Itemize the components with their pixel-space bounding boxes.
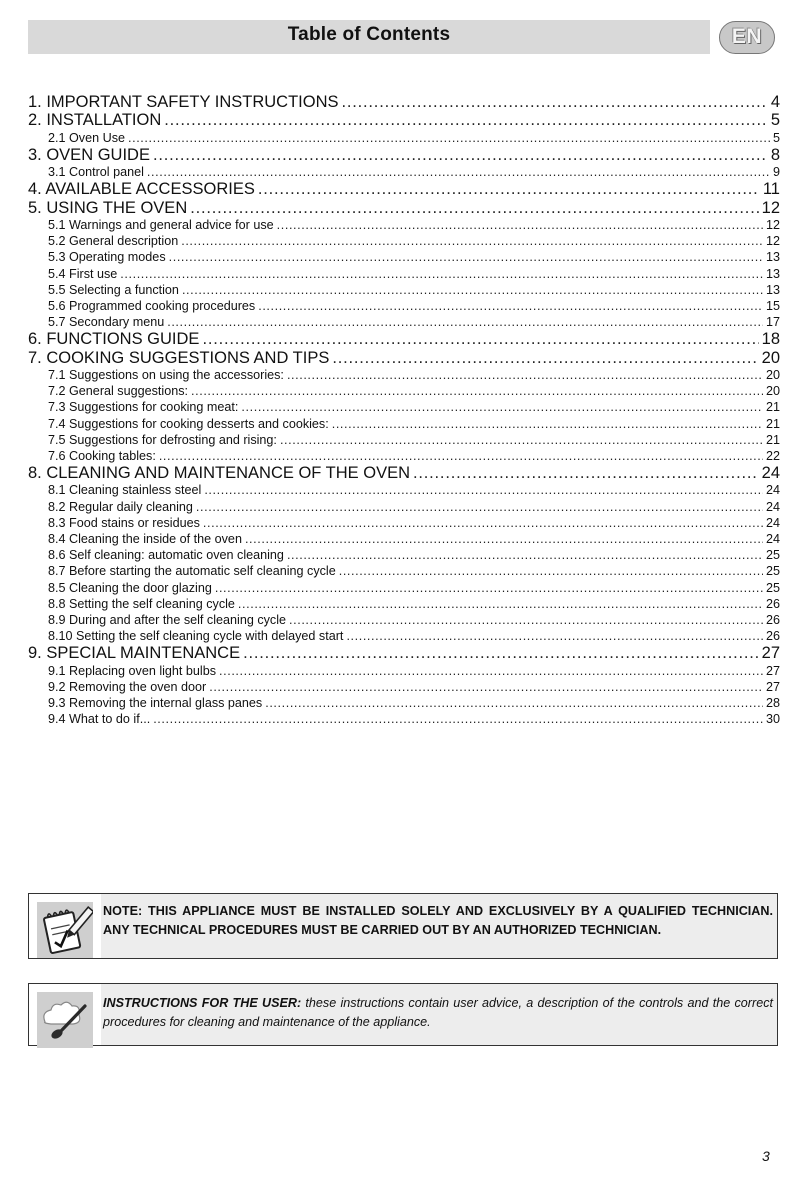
toc-entry-title: 9.1 Replacing oven light bulbs (48, 663, 217, 678)
toc-leader-dots (245, 531, 763, 547)
toc-leader-dots (289, 612, 763, 628)
toc-entry-title: 5.3 Operating modes (48, 250, 166, 265)
toc-leader-dots (346, 628, 763, 644)
toc-entry-page: 24 (765, 515, 780, 530)
toc-entry-page: 25 (765, 564, 780, 579)
toc-entry-title: 1. IMPORTANT SAFETY INSTRUCTIONS (28, 93, 339, 111)
language-badge: EN (719, 21, 775, 54)
toc-entry-title: 7.3 Suggestions for cooking meat: (48, 400, 239, 415)
toc-entry-title: 9.2 Removing the oven door (48, 679, 207, 694)
toc-leader-dots (258, 298, 763, 314)
toc-entry-title: 5.1 Warnings and general advice for use (48, 217, 274, 232)
toc-entry-page: 5 (770, 111, 780, 130)
toc-entry-title: 8.10 Setting the self cleaning cycle with delayed start (48, 629, 344, 644)
user-instructions-text (103, 994, 773, 1031)
toc-subsection-row (28, 679, 780, 695)
toc-subsection-row (28, 367, 780, 383)
toc-subsection-row (28, 515, 780, 531)
toc-subsection-row (28, 233, 780, 249)
toc-entry-page: 5 (772, 130, 780, 145)
toc-leader-dots (238, 596, 763, 612)
toc-entry-title: 7. COOKING SUGGESTIONS AND TIPS (28, 348, 330, 367)
toc-subsection-row (28, 448, 780, 464)
toc-leader-dots (164, 111, 768, 129)
technician-note-text: NOTE: THIS APPLIANCE MUST BE INSTALLED SOLELY AND EXCLUSIVELY BY A QUALIFIED TECHNICIAN. ANY TECHNICAL PROCEDURES MUST BE CARRIED OUT BY AN AUTHORIZED TECHNICIAN. (103, 904, 773, 937)
toc-leader-dots (204, 482, 763, 498)
toc-leader-dots (169, 249, 763, 265)
toc-entry-page: 12 (765, 234, 780, 249)
toc-leader-dots (167, 314, 763, 330)
toc-leader-dots (243, 644, 759, 662)
toc-entry-title: 8.3 Food stains or residues (48, 515, 200, 530)
toc-entry-title: 8.1 Cleaning stainless steel (48, 483, 202, 498)
toc-leader-dots (159, 448, 763, 464)
toc-entry-page: 20 (761, 348, 780, 367)
toc-entry-page: 12 (761, 198, 780, 217)
toc-leader-dots (332, 416, 763, 432)
toc-subsection-row (28, 563, 780, 579)
toc-entry-page: 13 (765, 266, 780, 281)
toc-entry-title: 5. USING THE OVEN (28, 198, 188, 217)
toc-leader-dots (191, 383, 763, 399)
toc-entry-title: 8.4 Cleaning the inside of the oven (48, 532, 242, 547)
toc-entry-title: 7.6 Cooking tables: (48, 448, 156, 463)
toc-subsection-row (28, 531, 780, 547)
toc-section-row (28, 111, 780, 129)
toc-section-row (28, 93, 780, 111)
toc-entry-title: 9.4 What to do if... (48, 712, 151, 727)
toc-entry-title: 8. CLEANING AND MAINTENANCE OF THE OVEN (28, 464, 411, 483)
toc-entry-page: 8 (770, 145, 780, 164)
toc-subsection-row (28, 266, 780, 282)
page-title: Table of Contents (287, 24, 451, 45)
toc-subsection-row (28, 383, 780, 399)
toc-entry-page: 24 (765, 499, 780, 514)
toc-entry-title: 5.2 General description (48, 234, 179, 249)
user-instructions-note (28, 983, 778, 1046)
toc-subsection-row (28, 596, 780, 612)
toc-leader-dots (339, 563, 763, 579)
toc-entry-title: 7.5 Suggestions for defrosting and rising: (48, 432, 277, 447)
toc-section-row (28, 146, 780, 164)
toc-section-row (28, 180, 780, 198)
toc-subsection-row (28, 580, 780, 596)
toc-subsection-row (28, 164, 780, 180)
toc-leader-dots (147, 164, 770, 180)
toc-entry-title: 8.7 Before starting the automatic self cleaning cycle (48, 564, 336, 579)
toc-subsection-row (28, 399, 780, 415)
toc-entry-title: 8.5 Cleaning the door glazing (48, 580, 212, 595)
toc-section-row (28, 199, 780, 217)
toc-subsection-row (28, 298, 780, 314)
toc-leader-dots (277, 217, 763, 233)
toc-entry-page: 12 (765, 217, 780, 232)
toc-entry-page: 4 (770, 93, 780, 111)
technician-note (28, 893, 778, 959)
toc-section-row (28, 349, 780, 367)
toc-entry-page: 13 (765, 282, 780, 297)
toc-subsection-row (28, 217, 780, 233)
toc-subsection-row (28, 695, 780, 711)
toc-leader-dots (120, 266, 763, 282)
toc-leader-dots (182, 282, 763, 298)
toc-leader-dots (202, 330, 758, 348)
notepad-pencil-icon (37, 902, 93, 958)
toc-leader-dots (287, 547, 763, 563)
toc-entry-title: 6. FUNCTIONS GUIDE (28, 330, 200, 349)
page-number: 3 (762, 1148, 770, 1164)
toc-entry-page: 24 (765, 532, 780, 547)
toc-entry-page: 9 (772, 165, 780, 180)
toc-subsection-row (28, 130, 780, 146)
toc-subsection-row (28, 282, 780, 298)
toc-entry-page: 26 (765, 629, 780, 644)
toc-entry-title: 8.2 Regular daily cleaning (48, 499, 193, 514)
toc-entry-page: 27 (765, 663, 780, 678)
toc-leader-dots (190, 199, 758, 217)
toc-section-row (28, 644, 780, 662)
toc-entry-title: 5.6 Programmed cooking procedures (48, 298, 256, 313)
toc-subsection-row (28, 499, 780, 515)
toc-subsection-row (28, 663, 780, 679)
toc-leader-dots (258, 180, 760, 198)
toc-entry-title: 4. AVAILABLE ACCESSORIES (28, 180, 255, 199)
toc-subsection-row (28, 416, 780, 432)
toc-leader-dots (219, 663, 763, 679)
toc-entry-page: 26 (765, 613, 780, 628)
toc-leader-dots (128, 130, 770, 146)
toc-entry-page: 22 (765, 448, 780, 463)
toc-section-row (28, 330, 780, 348)
toc-entry-title: 8.9 During and after the self cleaning cycle (48, 613, 287, 628)
toc-entry-page: 15 (765, 298, 780, 313)
toc-leader-dots (196, 499, 763, 515)
toc-entry-page: 30 (765, 712, 780, 727)
toc-entry-page: 27 (765, 679, 780, 694)
toc-leader-dots (153, 711, 763, 727)
toc-section-row (28, 464, 780, 482)
toc-entry-page: 24 (765, 483, 780, 498)
toc-entry-page: 26 (765, 596, 780, 611)
toc-subsection-row (28, 711, 780, 727)
toc-entry-title: 5.7 Secondary menu (48, 315, 165, 330)
toc-leader-dots (203, 515, 763, 531)
toc-leader-dots (287, 367, 763, 383)
toc-entry-page: 20 (765, 367, 780, 382)
toc-entry-title: 3. OVEN GUIDE (28, 145, 150, 164)
toc-entry-title: 9.3 Removing the internal glass panes (48, 696, 263, 711)
toc-entry-page: 28 (765, 696, 780, 711)
user-instructions-body: these instructions contain user advice, a description of the controls and the correct procedures for cleaning and maintenance of the appliance. (103, 996, 773, 1029)
toc-entry-page: 25 (765, 580, 780, 595)
toc-entry-title: 5.4 First use (48, 266, 118, 281)
toc-entry-title: 9. SPECIAL MAINTENANCE (28, 644, 241, 663)
toc-entry-title: 7.2 General suggestions: (48, 384, 189, 399)
toc-entry-title: 7.4 Suggestions for cooking desserts and cookies: (48, 416, 329, 431)
toc-subsection-row (28, 628, 780, 644)
toc-leader-dots (241, 399, 763, 415)
toc-entry-title: 2.1 Oven Use (48, 130, 126, 145)
toc-entry-page: 17 (765, 315, 780, 330)
toc-entry-page: 18 (761, 330, 780, 349)
toc-entry-page: 24 (761, 464, 780, 483)
toc-entry-title: 8.8 Setting the self cleaning cycle (48, 596, 235, 611)
toc-subsection-row (28, 432, 780, 448)
toc-leader-dots (280, 432, 763, 448)
toc-entry-title: 7.1 Suggestions on using the accessories: (48, 367, 284, 382)
toc-entry-title: 5.5 Selecting a function (48, 282, 179, 297)
toc-leader-dots (153, 146, 768, 164)
note-icon-cell (29, 894, 101, 958)
toc-leader-dots (265, 695, 763, 711)
toc-entry-page: 20 (765, 384, 780, 399)
toc-subsection-row (28, 249, 780, 265)
toc-entry-page: 11 (762, 180, 780, 199)
toc-entry-page: 21 (765, 432, 780, 447)
user-instructions-lead: INSTRUCTIONS FOR THE USER: (103, 996, 302, 1010)
toc-entry-title: 2. INSTALLATION (28, 111, 162, 130)
chef-spoon-icon (37, 992, 93, 1048)
toc-subsection-row (28, 612, 780, 628)
header-bar (28, 20, 710, 54)
note-icon-cell (29, 984, 101, 1045)
toc-entry-page: 25 (765, 548, 780, 563)
toc-subsection-row (28, 314, 780, 330)
toc-subsection-row (28, 482, 780, 498)
toc-entry-page: 27 (761, 644, 780, 663)
toc-leader-dots (181, 233, 763, 249)
toc-leader-dots (215, 580, 763, 596)
toc-entry-page: 21 (765, 400, 780, 415)
toc-subsection-row (28, 547, 780, 563)
toc-entry-page: 13 (765, 250, 780, 265)
toc-entry-page: 21 (765, 416, 780, 431)
toc-entry-title: 3.1 Control panel (48, 165, 144, 180)
toc-entry-title: 8.6 Self cleaning: automatic oven cleaning (48, 548, 284, 563)
toc-leader-dots (342, 93, 768, 111)
toc-leader-dots (413, 464, 759, 482)
table-of-contents (28, 93, 780, 728)
toc-leader-dots (209, 679, 763, 695)
toc-leader-dots (332, 349, 758, 367)
